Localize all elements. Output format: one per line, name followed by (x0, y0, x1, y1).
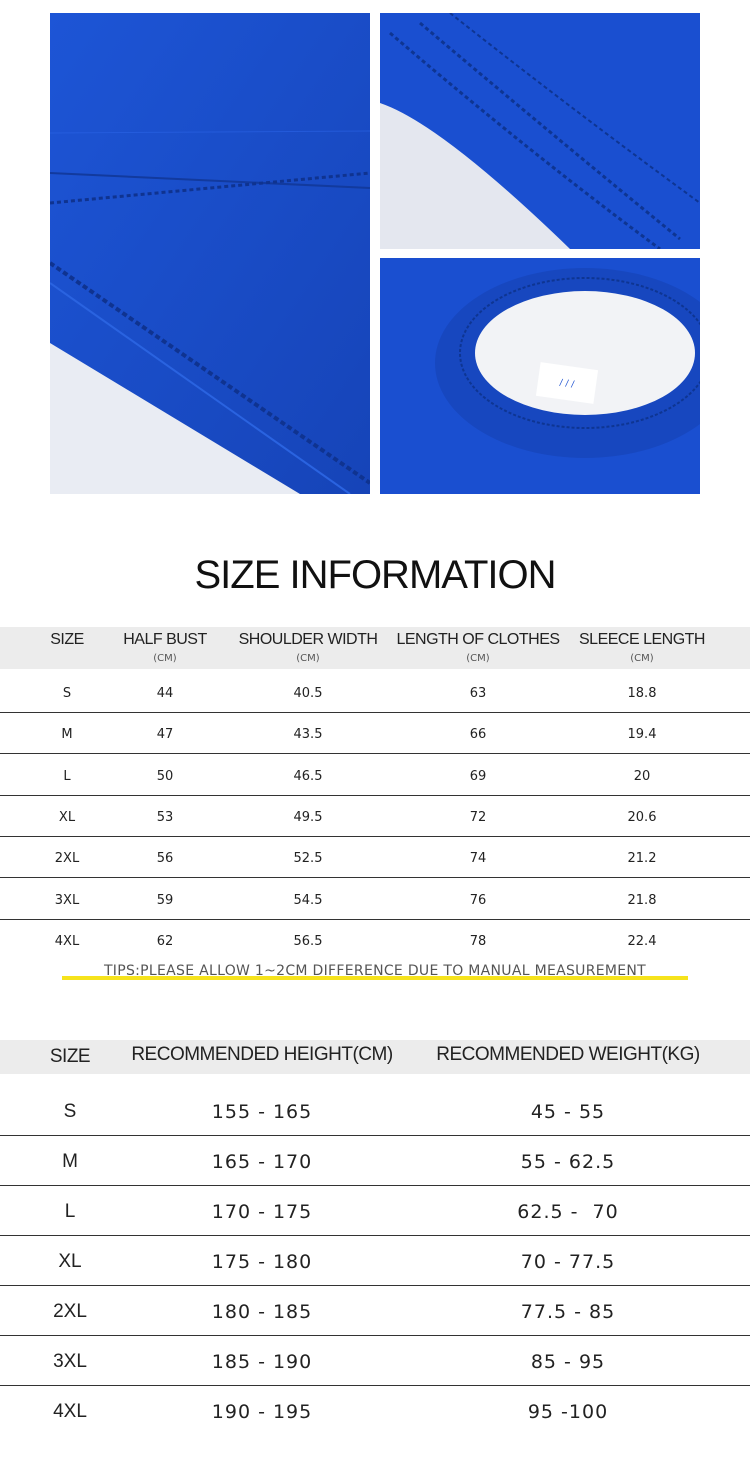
cell-weight: 45 - 55 (530, 1101, 606, 1123)
cell-weight: 70 - 77.5 (520, 1251, 616, 1273)
header-shoulder-width: SHOULDER WIDTH (238, 631, 378, 648)
cell-size: M (61, 727, 73, 743)
cell-sleeve-length: 20.6 (627, 809, 657, 825)
header-length: LENGTH OF CLOTHES (396, 631, 560, 648)
cell-weight: 62.5 - 70 (517, 1201, 619, 1223)
cell-size: 3XL (54, 892, 80, 908)
shoulder-seam-photo (380, 13, 700, 249)
cell-size: 3XL (53, 1351, 87, 1372)
cell-length: 63 (469, 686, 487, 701)
cell-shoulder-width: 49.5 (293, 809, 323, 825)
cell-shoulder-width: 56.5 (293, 933, 323, 949)
cell-length: 76 (469, 892, 487, 908)
cell-shoulder-width: 46.5 (293, 768, 323, 784)
cell-weight: 95 -100 (527, 1401, 609, 1423)
cell-sleeve-length: 22.4 (627, 933, 657, 949)
hem-stitching-photo (50, 13, 370, 494)
cell-length: 66 (469, 727, 487, 743)
cell-height: 155 - 165 (211, 1101, 313, 1123)
cell-half-bust: 53 (156, 809, 174, 825)
header-size: SIZE (50, 631, 84, 648)
table-row (0, 1236, 750, 1286)
cell-size: XL (58, 809, 76, 825)
cell-length: 78 (469, 933, 487, 949)
size-table-header (0, 627, 750, 669)
tips-note (62, 962, 688, 984)
cell-shoulder-width: 54.5 (293, 892, 323, 908)
recommend-table-header (0, 1040, 750, 1074)
cell-half-bust: 59 (156, 892, 174, 908)
cell-weight: 55 - 62.5 (520, 1151, 616, 1173)
table-row (0, 1336, 750, 1386)
header-length-unit: (CM) (466, 653, 490, 664)
cell-size: 2XL (54, 851, 80, 867)
cell-half-bust: 62 (156, 933, 174, 949)
table-row (0, 671, 750, 713)
cell-sleeve-length: 18.8 (627, 686, 657, 701)
header-sleeve-length: SLEECE LENGTH (579, 631, 705, 648)
header-shoulder-width-unit: (CM) (296, 653, 320, 664)
cell-height: 185 - 190 (211, 1351, 313, 1373)
table-row (0, 1286, 750, 1336)
cell-sleeve-length: 20 (633, 768, 651, 784)
cell-height: 170 - 175 (211, 1201, 313, 1223)
table-row (0, 836, 750, 878)
cell-length: 74 (469, 851, 487, 867)
header-recommended-height: RECOMMENDED HEIGHT(CM) (131, 1044, 393, 1065)
cell-height: 165 - 170 (211, 1151, 313, 1173)
cell-height: 190 - 195 (211, 1401, 313, 1423)
cell-size: 2XL (53, 1301, 87, 1322)
table-row (0, 795, 750, 837)
cell-shoulder-width: 43.5 (293, 727, 323, 743)
table-row (0, 1136, 750, 1186)
cell-shoulder-width: 40.5 (293, 686, 323, 701)
table-row (0, 754, 750, 796)
table-row (0, 1386, 750, 1435)
cell-height: 180 - 185 (211, 1301, 313, 1323)
cell-height: 175 - 180 (211, 1251, 313, 1273)
header-size: SIZE (49, 1046, 91, 1067)
cell-half-bust: 56 (156, 851, 174, 867)
cell-sleeve-length: 21.8 (627, 892, 657, 908)
table-row (0, 1086, 750, 1136)
svg-text:/ / /: / / / (558, 378, 575, 390)
header-half-bust-unit: (CM) (153, 653, 177, 664)
cell-half-bust: 44 (156, 686, 174, 701)
cell-size: XL (58, 1251, 82, 1272)
cell-sleeve-length: 21.2 (627, 851, 657, 867)
cell-size: 4XL (53, 1401, 87, 1422)
cell-size: 4XL (54, 933, 80, 949)
cell-length: 72 (469, 809, 487, 825)
collar-label-photo (380, 258, 700, 494)
cell-weight: 85 - 95 (530, 1351, 606, 1373)
cell-size: M (62, 1151, 78, 1172)
header-recommended-weight: RECOMMENDED WEIGHT(KG) (436, 1044, 700, 1065)
table-row (0, 1186, 750, 1236)
cell-weight: 77.5 - 85 (520, 1301, 616, 1323)
cell-size: L (64, 1201, 76, 1222)
cell-size: S (62, 686, 72, 701)
cell-shoulder-width: 52.5 (293, 851, 323, 867)
cell-sleeve-length: 19.4 (627, 727, 657, 743)
page-title: SIZE INFORMATION (194, 553, 556, 597)
tips-text: TIPS:PLEASE ALLOW 1~2CM DIFFERENCE DUE TO MANUAL MEASUREMENT (103, 963, 647, 979)
header-sleeve-length-unit: (CM) (630, 653, 654, 664)
cell-half-bust: 47 (156, 727, 174, 743)
header-half-bust: HALF BUST (123, 631, 207, 648)
cell-half-bust: 50 (156, 768, 174, 784)
table-row (0, 878, 750, 920)
cell-size: S (63, 1101, 77, 1122)
table-row (0, 712, 750, 754)
cell-length: 69 (469, 768, 487, 784)
table-row (0, 919, 750, 960)
cell-size: L (63, 768, 71, 784)
